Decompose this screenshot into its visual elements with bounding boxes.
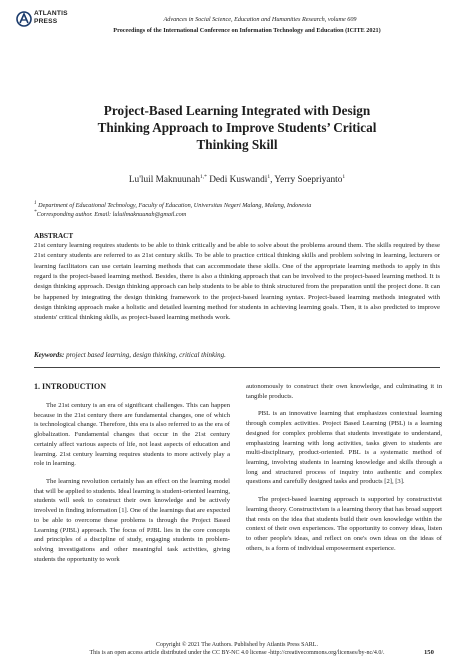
author-2: Dedi Kuswandi [206, 175, 268, 186]
paragraph: PBL is an innovative learning that emphasizes contextual learning through complex activities. Project Based Learning (PBL) is a learning designed for complex problems that students investigate to understand, emphasizing learning with long activities, tasks given to students are multi-disciplinary, product-oriented. PBL is a systematic method of learning, involving students in learning knowledge and skills through a long and structured process of inquiry into authentic and complex questions and carefully designed tasks and products [2], [3]. [246, 410, 442, 486]
page-footer [24, 641, 450, 657]
author-1: Lu'luil Maknuunah [128, 175, 201, 186]
author-3-affiliation: 1 [342, 174, 346, 180]
affiliation-marker: 1 [34, 200, 37, 206]
proceedings-header: Proceedings of the International Conference on Information Technology and Education (ICITE 2021) [113, 27, 381, 34]
keywords-text: project based learning, design thinking, critical thinking. [64, 351, 226, 359]
page-number: 150 [424, 649, 434, 656]
license-line: This is an open access article distributed under the CC BY-NC 4.0 license -http://creativecommons.org/licenses/by-nc/4.0/. [89, 650, 385, 656]
corresponding-text: Corresponding author. Email: luluilmaknuunah@gmail.com [36, 211, 187, 219]
title-line-3: Thinking Skill [196, 137, 278, 152]
copyright-line: Copyright © 2021 The Authors. Published by Atlantis Press SARL. [156, 642, 318, 648]
series-header: Advances in Social Science, Education and Humanities Research, volume 609 [163, 16, 357, 23]
author-3: , Yerry Soepriyanto [270, 175, 343, 186]
section-heading: 1. INTRODUCTION [34, 382, 107, 391]
author-list [40, 174, 434, 185]
left-column [34, 382, 230, 573]
paper-title [40, 102, 434, 153]
logo-text-line1: ATLANTIS [34, 10, 68, 17]
corresponding-marker: * [34, 209, 37, 215]
paragraph: The 21st century is an era of significant challenges. This can happen because in the 21st century there are fundamental changes, one of which is technological change. Therefore, this era is also referred to as the era of globalization. Fundamental changes that occur in the 21st century certainly affect various aspects of life, not least aspects of education and learning. 21st century learning requires students to more actively play a role in learning. [34, 402, 230, 468]
paragraph: The learning revolution certainly has an effect on the learning model that will be applied to students. Ideal learning is student-oriented learning, students will seek to construct their own knowledge and be actively involved in finding information [1]. One of the learnings that are expected to be able to overcome these problems is through the Project Based Learning (PJBL) approach. The focus of PJBL lies in the core concepts and principles of a discipline of study, engaging students in problem-solving investigations and other meaningful task activities, giving students the opportunity to work [34, 478, 230, 563]
divider [34, 367, 440, 368]
paragraph: The project-based learning approach is supported by constructivist learning theory. Constructivism is a learning theory that has broad support that rests on the idea that students build their own knowledge within the context of their own experiences. The opportunity to convey ideas, listen to other people's ideas, and reflect on one's own ideas on the ideas of others, is a form of individual empowerment experience. [246, 496, 442, 552]
logo-text-line2: PRESS [34, 18, 58, 25]
paragraph: autonomously to construct their own knowledge, and culminating it in tangible products. [246, 383, 442, 400]
keywords [34, 351, 440, 359]
title-line-1: Project-Based Learning Integrated with Design [103, 103, 371, 118]
author-1-affiliation: 1,* [200, 174, 207, 180]
abstract-text: 21st century learning requires students to be able to think critically and be able to solve about the problems around them. The skills required by these 21st century students are referred to as 21st century skills. To be able to practice critical thinking skills and problem solving in learning, lecturers or learning facilitators can use certain learning methods that can accommodate these skills. One of the appropriate learning methods to apply in this regard is the project-based learning method. Besides, there is also a thinking approach that can be involved to the project-based learning method. It is design thinking approach. Design thinking approach can help students to be able to think structured from the preparation until the project done. It can be happened by integrating the design thinking framework to the project-based learning syntax. Project-based learning methods integrated with design thinking approach make a holistic and detailed learning method for students in achieving learning goals. Then, it is also predicted to improve students' critical thinking skills, as project-based learning methods work. [34, 242, 440, 322]
title-line-2: Thinking Approach to Improve Students’ Critical [97, 120, 377, 135]
atlantis-logo-icon [16, 10, 32, 28]
right-column [246, 382, 442, 562]
affiliation-text: Department of Educational Technology, Faculty of Education, Universitas Negeri Malang, Malang, Indonesia [36, 202, 312, 210]
abstract-heading: ABSTRACT [34, 232, 74, 240]
keywords-label: Keywords: [34, 351, 65, 359]
author-2-affiliation: 1 [267, 174, 271, 180]
corresponding-author [34, 208, 444, 219]
